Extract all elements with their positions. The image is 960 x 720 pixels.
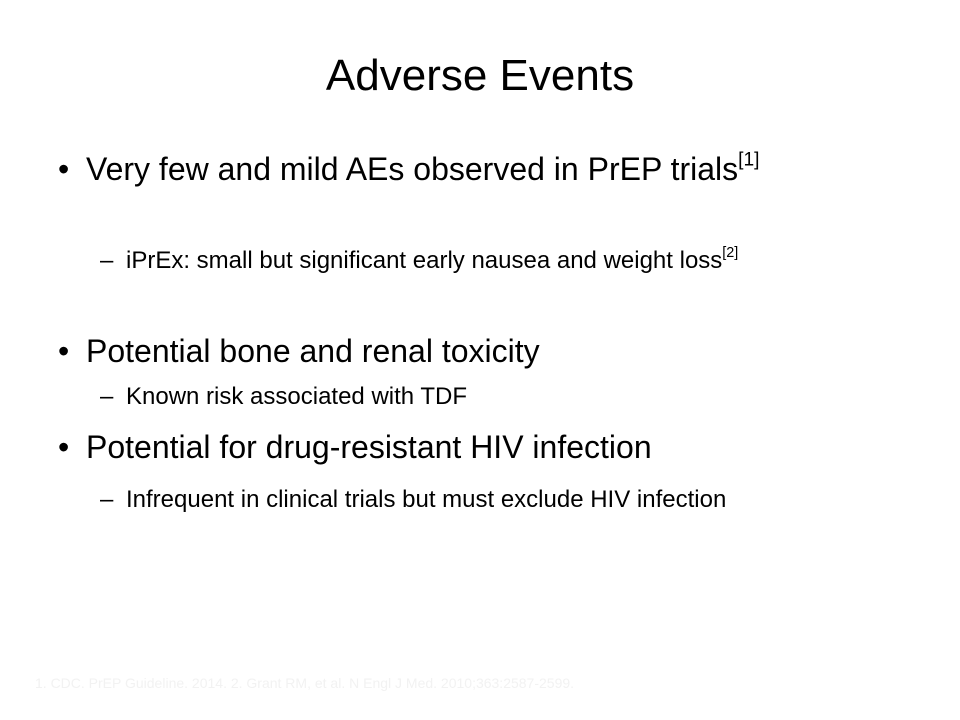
sub-bullet-text: iPrEx: small but significant early nausea and weight loss[2] <box>126 245 739 274</box>
bullet-text: Potential for drug-resistant HIV infection <box>86 429 652 465</box>
slide-title: Adverse Events <box>325 51 635 100</box>
sub-bullet-marker: – <box>100 486 114 513</box>
citation-ref: [1] <box>738 149 760 171</box>
bullet-text: Very few and mild AEs observed in PrEP trials[1] <box>86 149 760 187</box>
bullet-marker: • <box>58 429 70 465</box>
sub-bullet-marker: – <box>100 383 114 410</box>
bullet-marker: • <box>58 333 70 369</box>
sub-bullet-text: Known risk associated with TDF <box>126 383 468 410</box>
citation-ref: [2] <box>722 245 739 262</box>
sub-bullet-marker: – <box>100 247 114 274</box>
bullet-text: Potential bone and renal toxicity <box>86 333 540 369</box>
sub-bullet-text: Infrequent in clinical trials but must exclude HIV infection <box>126 486 727 513</box>
bullet-marker: • <box>58 151 70 187</box>
references-footer: 1. CDC. PrEP Guideline. 2014. 2. Grant RM, et al. N Engl J Med. 2010;363:2587-2599. <box>35 675 575 691</box>
